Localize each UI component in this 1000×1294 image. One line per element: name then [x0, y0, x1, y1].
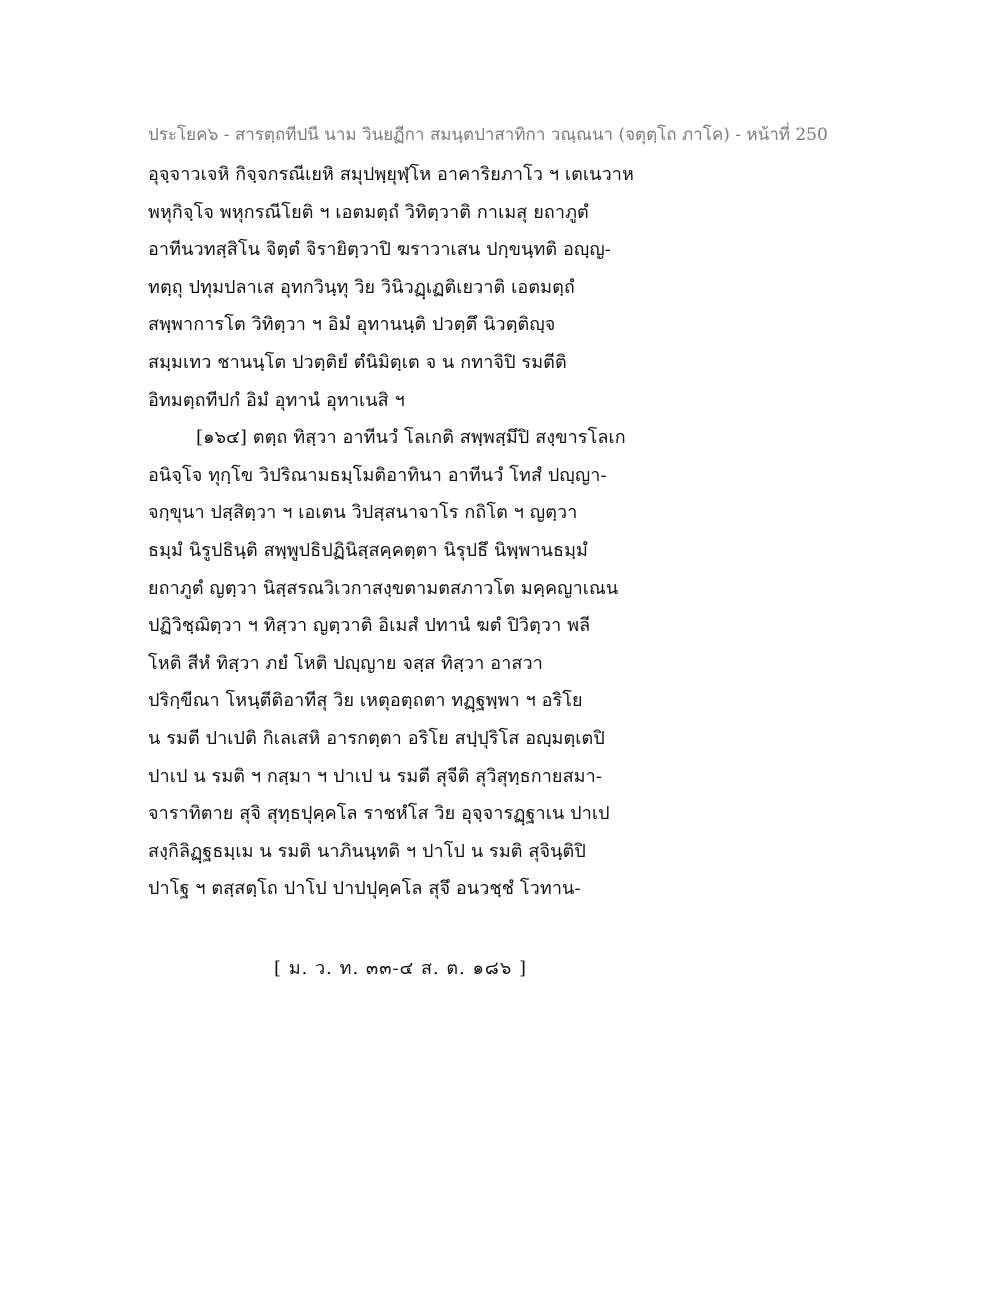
footnote-reference: [ ม. ว. ท. ๓๓-๔ ส. ต. ๑๘๖ ] [274, 958, 527, 979]
paragraph-start-line: [๑๖๔] ตตฺถ ทิสฺวา อาทีนวํ โลเกติ สพฺพสฺมึปิ สงฺขารโลเก [196, 427, 626, 449]
text-line: ทตฺถุ ปทุมปลาเส อุทกวินฺทุ วิย วินิวฏฺเฏติเยวาติ เอตมตฺถํ [148, 276, 575, 298]
text-line: อาทีนวทสฺสิโน จิตฺตํ จิรายิตฺวาปิ ฆราวาเสน ปกฺขนฺทติ อญฺญ- [148, 239, 611, 261]
text-line: จาราทิตาย สุจิ สุทฺธปุคฺคโล ราชหํโส วิย อุจฺจารฏฺฐาเน ปาเป [148, 803, 610, 825]
text-line: อิทมตฺถทีปกํ อิมํ อุทานํ อุทาเนสิ ฯ [148, 389, 405, 411]
text-line: โหติ สีหํ ทิสฺวา ภยํ โหติ ปญฺญาย จสฺส ทิสฺวา อาสวา [148, 652, 543, 674]
text-line: อนิจฺโจ ทุกฺโข วิปริณามธมฺโมติอาทินา อาทีนวํ โทสํ ปญฺญา- [148, 464, 607, 486]
text-line: น รมตี ปาเปติ กิเลเสหิ อารกตฺตา อริโย สปฺปุริโส อญฺมตฺเตปิ [148, 727, 605, 749]
text-line: ธมฺมํ นิรูปธินฺติ สพฺพูปธิปฏินิสฺสคฺคตฺตา นิรุปธึ นิพฺพานธมฺมํ [148, 539, 589, 561]
text-line: ยถาภูตํ ญตฺวา นิสฺสรณวิเวกาสงฺขตามตสภาวโต มคฺคญาเณน [148, 577, 619, 599]
text-line: อุจฺจาวเจหิ กิจฺจกรณีเยหิ สมุปพฺยุฬฺโห อาคาริยภาโว ฯ เตเนวาห [148, 164, 634, 185]
text-line: ปฏิวิชฺฌิตฺวา ฯ ทิสฺวา ญตฺวาติ อิเมสํ ปทานํ ฆตํ ปิวิตฺวา พลี [148, 615, 591, 637]
text-line: ปริกฺขีณา โหนฺตีติอาทีสุ วิย เหตุอตฺถตา ทฏฺฐพฺพา ฯ อริโย [148, 690, 583, 712]
text-line: จกฺขุนา ปสฺสิตฺวา ฯ เอเตน วิปสฺสนาจาโร กถิโต ฯ ญตฺวา [148, 502, 578, 524]
body-text [148, 156, 708, 908]
text-line: สงฺกิลิฏฺฐธมฺเม น รมติ นาภินนฺทติ ฯ ปาโป น รมติ สุจินฺติปิ [148, 840, 586, 862]
text-line: พหุกิจฺโจ พหุกรณีโยติ ฯ เอตมตฺถํ วิทิตฺวาติ กาเมสุ ยถาภูตํ [148, 201, 589, 223]
text-line: ปาเป น รมติ ฯ กสฺมา ฯ ปาเป น รมตี สุจีติ สุวิสุทฺธกายสมา- [148, 765, 603, 787]
running-header: ประโยค๖ - สารตฺถทีปนี นาม วินยฏีกา สมนฺตปาสาทิกา วณฺณนา (จตุตฺโถ ภาโค) - หน้าที่ 250 [148, 125, 828, 145]
text-line: สพฺพาการโต วิทิตฺวา ฯ อิมํ อุทานนฺติ ปวตฺตึ นิวตฺติญฺจ [148, 314, 556, 336]
text-line: สมฺมเทว ชานนฺโต ปวตฺติยํ ตํนิมิตฺเต จ น กทาจิปิ รมตีติ [148, 351, 567, 373]
text-line: ปาโฐ ฯ ตสฺสตฺโถ ปาโป ปาปปุคฺคโล สุจึ อนวชฺชํ โวทาน- [148, 878, 581, 900]
